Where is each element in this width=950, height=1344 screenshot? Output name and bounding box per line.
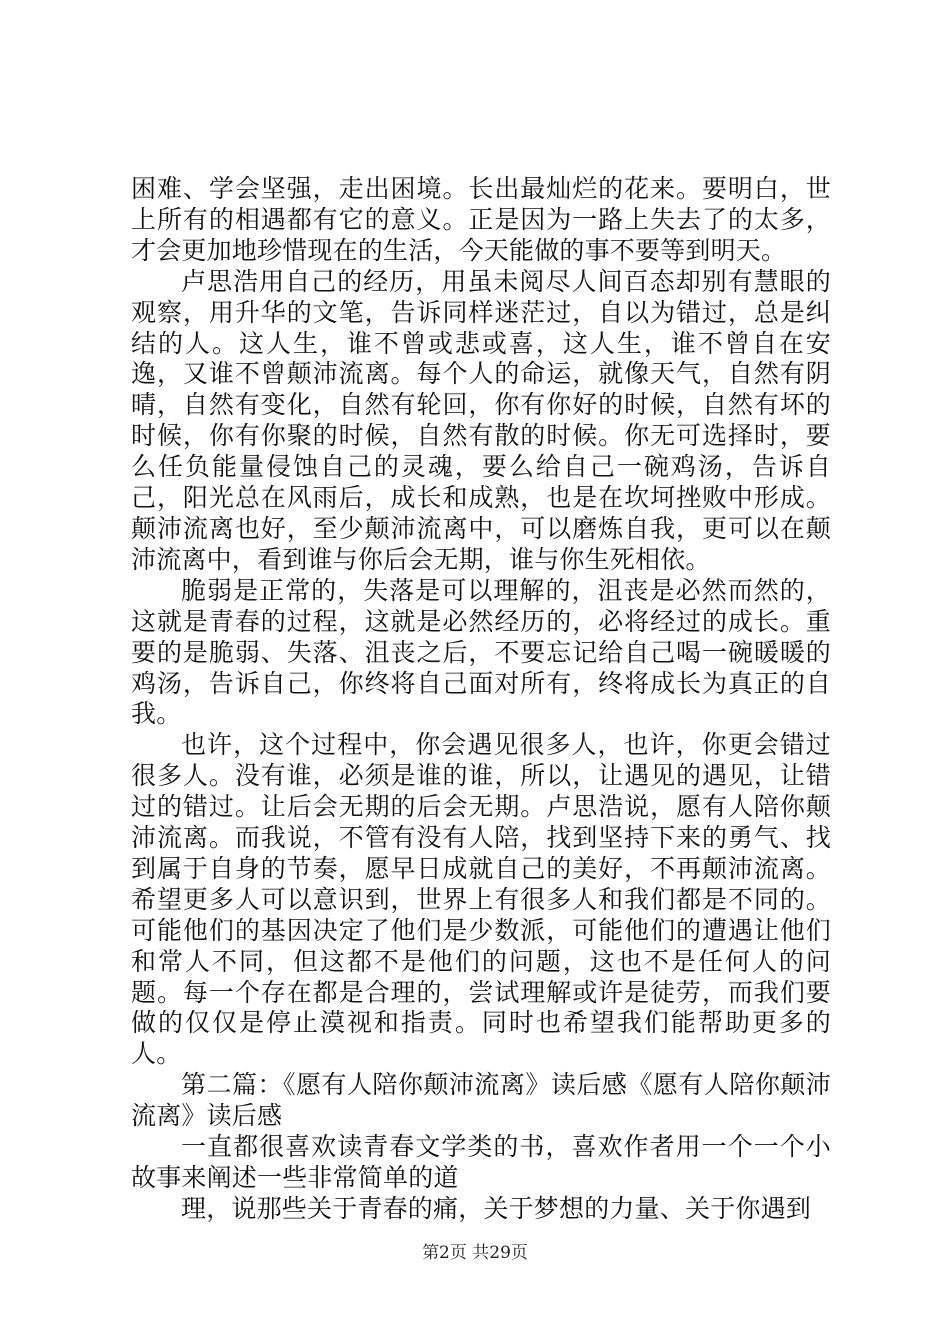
paragraph-3: 脆弱是正常的，失落是可以理解的，沮丧是必然而然的，这就是青春的过程，这就是必然经历的，必将经过的成长。重要的是脆弱、失落、沮丧之后，不要忘记给自己喝一碗暖暖的鸡汤，告诉自己，你终将自己面对所有，终将成长为真正的自我。 — [131, 575, 831, 729]
paragraph-2: 卢思浩用自己的经历，用虽未阅尽人间百态却别有慧眼的观察，用升华的文笔，告诉同样迷茫过，自以为错过，总是纠结的人。这人生，谁不曾或悲或喜，这人生，谁不曾自在安逸，又谁不曾颠沛流离。每个人的命运，就像天气，自然有阴晴，自然有变化，自然有轮回，你有你好的时候，自然有坏的时候，你有你聚的时候，自然有散的时候。你无可选择时，要么任负能量侵蚀自己的灵魂，要么给自己一碗鸡汤，告诉自己，阳光总在风雨后，成长和成熟，也是在坎坷挫败中形成。颠沛流离也好，至少颠沛流离中，可以磨炼自我，更可以在颠沛流离中，看到谁与你后会无期，谁与你生死相依。 — [131, 266, 831, 574]
section-heading: 第二篇：《愿有人陪你颠沛流离》读后感《愿有人陪你颠沛流离》读后感 — [131, 1070, 831, 1131]
paragraph-6: 理，说那些关于青春的痛，关于梦想的力量、关于你遇到 — [181, 1193, 812, 1223]
paragraph-5: 一直都很喜欢读青春文学类的书，喜欢作者用一个一个小故事来阐述一些非常简单的道 — [131, 1132, 831, 1192]
paragraph-1: 困难、学会坚强，走出困境。长出最灿烂的花来。要明白，世上所有的相遇都有它的意义。正是因为一路上失去了的太多，才会更加地珍惜现在的生活，今天能做的事不要等到明天。 — [131, 174, 831, 265]
paragraph-4: 也许，这个过程中，你会遇见很多人，也许，你更会错过很多人。没有谁，必须是谁的谁，所以，让遇见的遇见，让错过的错过。让后会无期的后会无期。卢思浩说，愿有人陪你颠沛流离。而我说，不管有没有人陪，找到坚持下来的勇气、找到属于自身的节奏，愿早日成就自己的美好，不再颠沛流离。希望更多人可以意识到，世界上有很多人和我们都是不同的。可能他们的基因决定了他们是少数派，可能他们的遭遇让他们和常人不同，但这都不是他们的问题，这也不是任何人的问题。每一个存在都是合理的，尝试理解或许是徒劳，而我们要做的仅仅是停止漠视和指责。同时也希望我们能帮助更多的人。 — [131, 730, 831, 1069]
document-body — [131, 174, 831, 1225]
page-number-footer: 第2页 共29页 — [422, 1243, 528, 1263]
